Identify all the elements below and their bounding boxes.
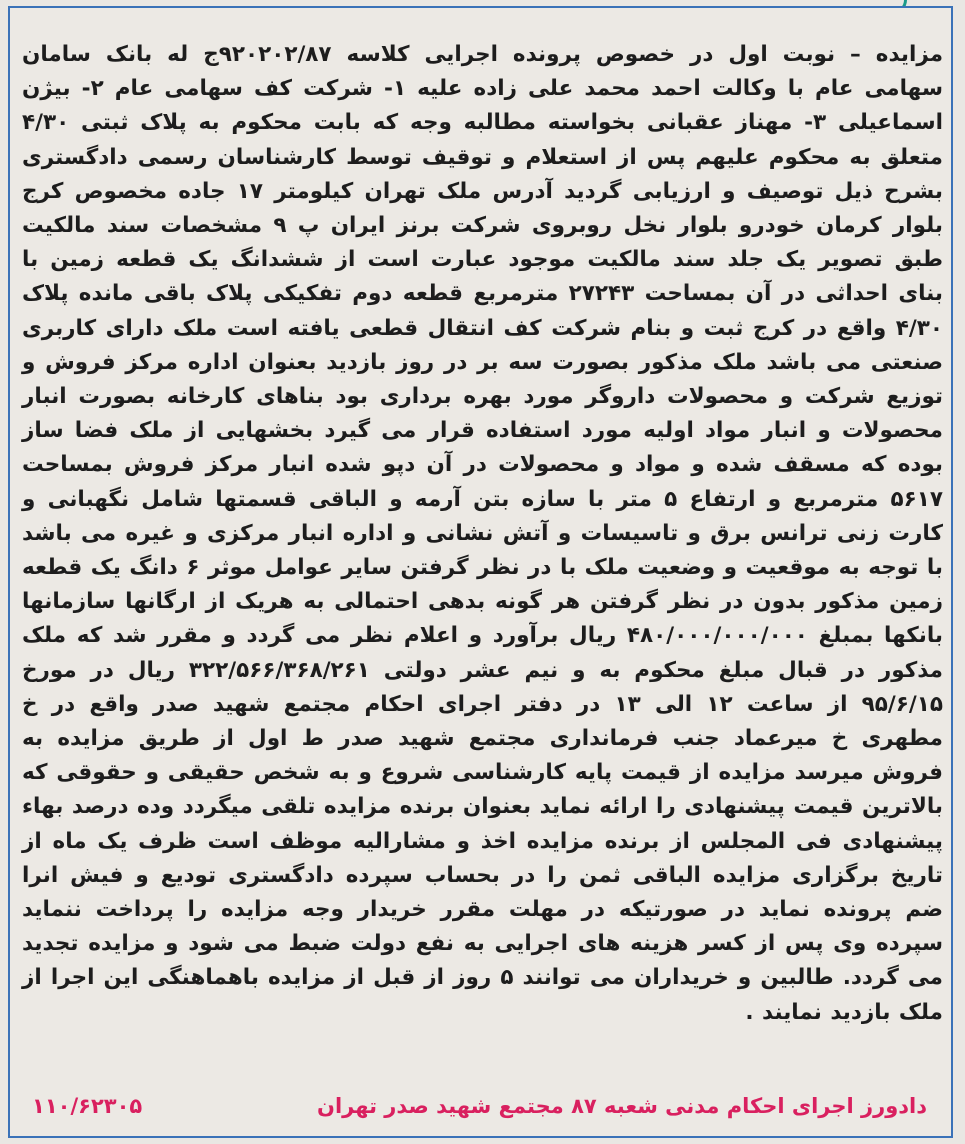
- notice-footer: [22, 1092, 943, 1126]
- issuer-signature: دادورز اجرای احکام مدنی شعبه ۸۷ مجتمع شهید صدر تهران: [317, 1094, 927, 1118]
- auction-notice-body: مزایده – نوبت اول در خصوص پرونده اجرایی کلاسه ۹۲۰۲۰۲/۸۷ج له بانک سامان سهامی عام با وکالت احمد محمد علی زاده علیه ۱- شرکت کف سهامی عام ۲- بیژن اسماعیلی ۳- مهناز عقبانی بخواسته مطالبه وجه که بابت محکوم به پلاک ثبتی ۴/۳۰ متعلق به محکوم علیهم پس از استعلام و توقیف توسط کارشناسان رسمی دادگستری بشرح ذیل توصیف و ارزیابی گردید آدرس ملک تهران کیلومتر ۱۷ جاده مخصوص کرج بلوار کرمان خودرو بلوار نخل روبروی شرکت برنز ایران پ ۹ مشخصات سند مالکیت طبق تصویر یک جلد سند مالکیت موجود عبارت است از ششدانگ یک قطعه زمین با بنای احداثی در آن بمساحت ۲۷۲۴۳ مترمربع قطعه دوم تفکیکی پلاک باقی مانده پلاک ۴/۳۰ واقع در کرج ثبت و بنام شرکت کف انتقال قطعی یافته است ملک دارای کاربری صنعتی می باشد ملک مذکور بصورت سه بر در روز بازدید بعنوان اداره مرکز فروش و توزیع شرکت و محصولات داروگر مورد بهره برداری بود بناهای کارخانه بصورت انبار محصولات و انبار مواد اولیه مورد استفاده قرار می گیرد بخشهایی از ملک فضا ساز بوده که مسقف شده و مواد و محصولات در آن دپو شده انبار مرکز فروش بمساحت ۵۶۱۷ مترمربع و ارتفاع ۵ متر با سازه بتن آرمه و الباقی قسمتها شامل نگهبانی و کارت زنی ترانس برق و تاسیسات و آتش نشانی و اداره انبار مرکزی و غیره می باشد با توجه به موقعیت و وضعیت ملک با در نظر گرفتن سایر عوامل موثر ۶ دانگ یک قطعه زمین مذکور بدون در نظر گرفتن هر گونه بدهی احتمالی به هریک از ارگانها سازمانها بانکها بمبلغ ۴۸۰/۰۰۰/۰۰۰/۰۰۰ ریال برآورد و اعلام نظر می گردد و مقرر شد که ملک مذکور در قبال مبلغ محکوم به و نیم عشر دولتی ۳۲۲/۵۶۶/۳۶۸/۲۶۱ ریال در مورخ ۹۵/۶/۱۵ از ساعت ۱۲ الی ۱۳ در دفتر اجرای احکام مجتمع شهید صدر واقع در خ مطهری خ میرعماد جنب فرمانداری مجتمع شهید صدر ط اول از طریق مزایده به فروش میرسد مزایده از قیمت پایه کارشناسی شروع و به شخص حقیقی و حقوقی که بالاترین قیمت پیشنهادی را ارائه نماید بعنوان برنده مزایده تلقی میگردد وده درصد بهاء پیشنهادی فی المجلس از برنده مزایده اخذ و مشارالیه موظف است ظرف یک ماه از تاریخ برگزاری مزایده الباقی ثمن را در بحساب سپرده دادگستری تودیع و فیش انرا ضم پرونده نماید در صورتیکه در مهلت مقرر خریدار وجه مزایده را پرداخت ننماید سپرده وی پس از کسر هزینه های اجرایی به نفع دولت ضبط می شود و مزایده تجدید می گردد. طالبین و خریداران می توانند ۵ روز از قبل از مزایده باهماهنگی این اجرا از ملک بازدید نمایند .: [22, 42, 944, 1025]
- notice-code: ۱۱۰/۶۲۳۰۵: [32, 1094, 143, 1118]
